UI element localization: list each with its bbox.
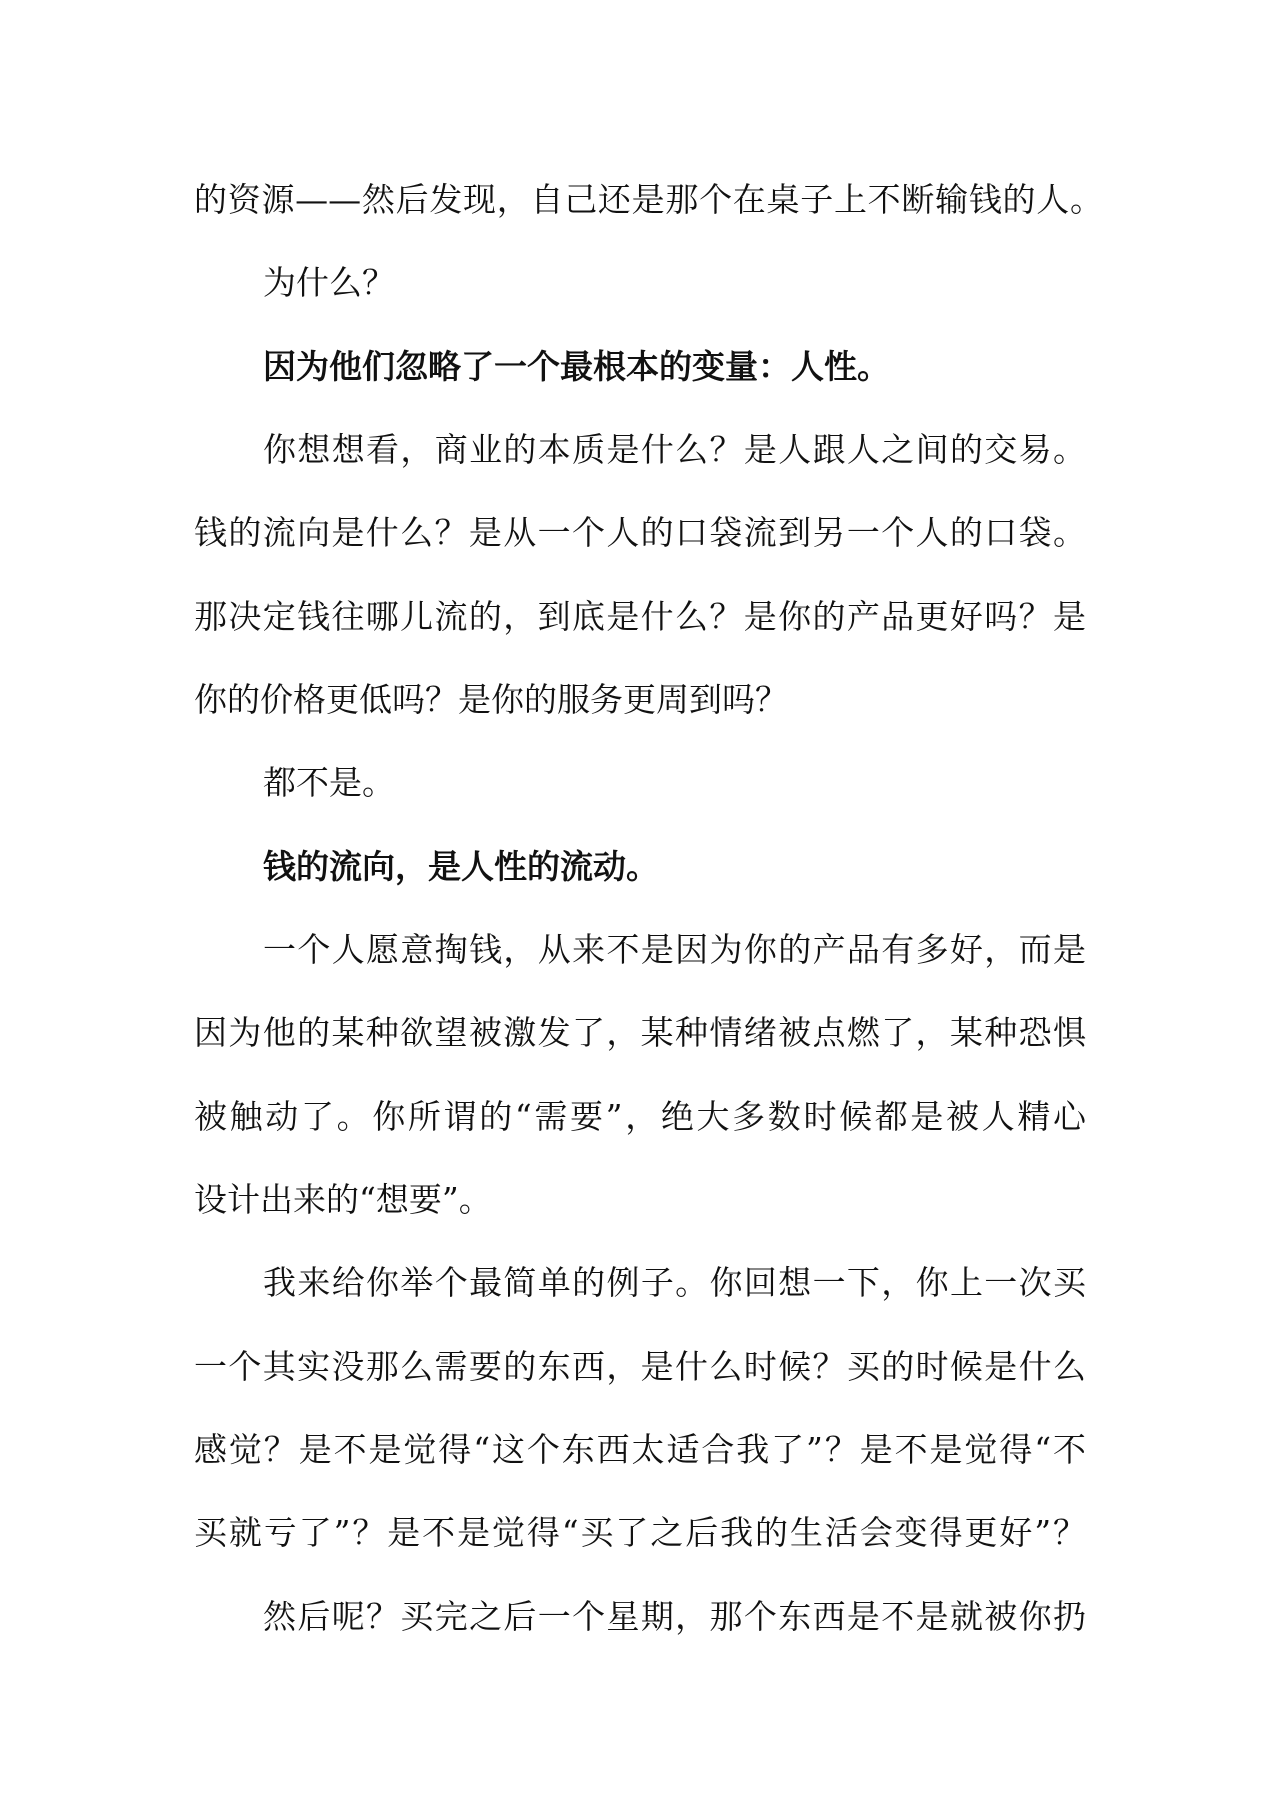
paragraph (194, 1241, 1086, 1574)
paragraph-line: 的资源——然后发现，自己还是那个在桌子上不断输钱的人。 (194, 180, 1103, 219)
paragraph-line: 为什么？ (263, 263, 395, 303)
paragraph (194, 1575, 1086, 1658)
paragraph (194, 158, 1103, 241)
paragraph-line: 设计出来的“想要”。 (194, 1179, 492, 1219)
paragraph-line: 买就亏了”？是不是觉得“买了之后我的生活会变得更好”？ (194, 1513, 1086, 1553)
paragraph (194, 241, 1086, 324)
paragraph (194, 741, 1086, 824)
paragraph (194, 908, 1086, 1241)
paragraph-line: 那决定钱往哪儿流的，到底是什么？是你的产品更好吗？是 (194, 596, 1086, 636)
document-body (194, 158, 1103, 1658)
paragraph-line: 感觉？是不是觉得“这个东西太适合我了”？是不是觉得“不 (194, 1429, 1086, 1469)
emphasis-paragraph (194, 325, 1086, 408)
paragraph-line: 钱的流向是什么？是从一个人的口袋流到另一个人的口袋。 (194, 513, 1086, 553)
emphasis-paragraph (194, 825, 1086, 908)
paragraph-line: 因为他的某种欲望被激发了，某种情绪被点燃了，某种恐惧 (194, 1013, 1086, 1053)
paragraph-line: 一个人愿意掏钱，从来不是因为你的产品有多好，而是 (263, 929, 1086, 969)
paragraph-line: 我来给你举个最简单的例子。你回想一下，你上一次买 (263, 1263, 1086, 1303)
paragraph-line: 因为他们忽略了一个最根本的变量：人性。 (263, 346, 890, 386)
paragraph-line: 你想想看，商业的本质是什么？是人跟人之间的交易。 (263, 429, 1086, 469)
paragraph-line: 都不是。 (263, 763, 395, 803)
paragraph-line: 一个其实没那么需要的东西，是什么时候？买的时候是什么 (194, 1346, 1086, 1386)
paragraph-line: 你的价格更低吗？是你的服务更周到吗？ (194, 679, 788, 719)
paragraph-line: 然后呢？买完之后一个星期，那个东西是不是就被你扔 (263, 1596, 1086, 1636)
paragraph-line: 钱的流向，是人性的流动。 (263, 846, 659, 886)
paragraph (194, 408, 1086, 741)
paragraph-line: 被触动了。你所谓的“需要”，绝大多数时候都是被人精心 (194, 1096, 1086, 1136)
